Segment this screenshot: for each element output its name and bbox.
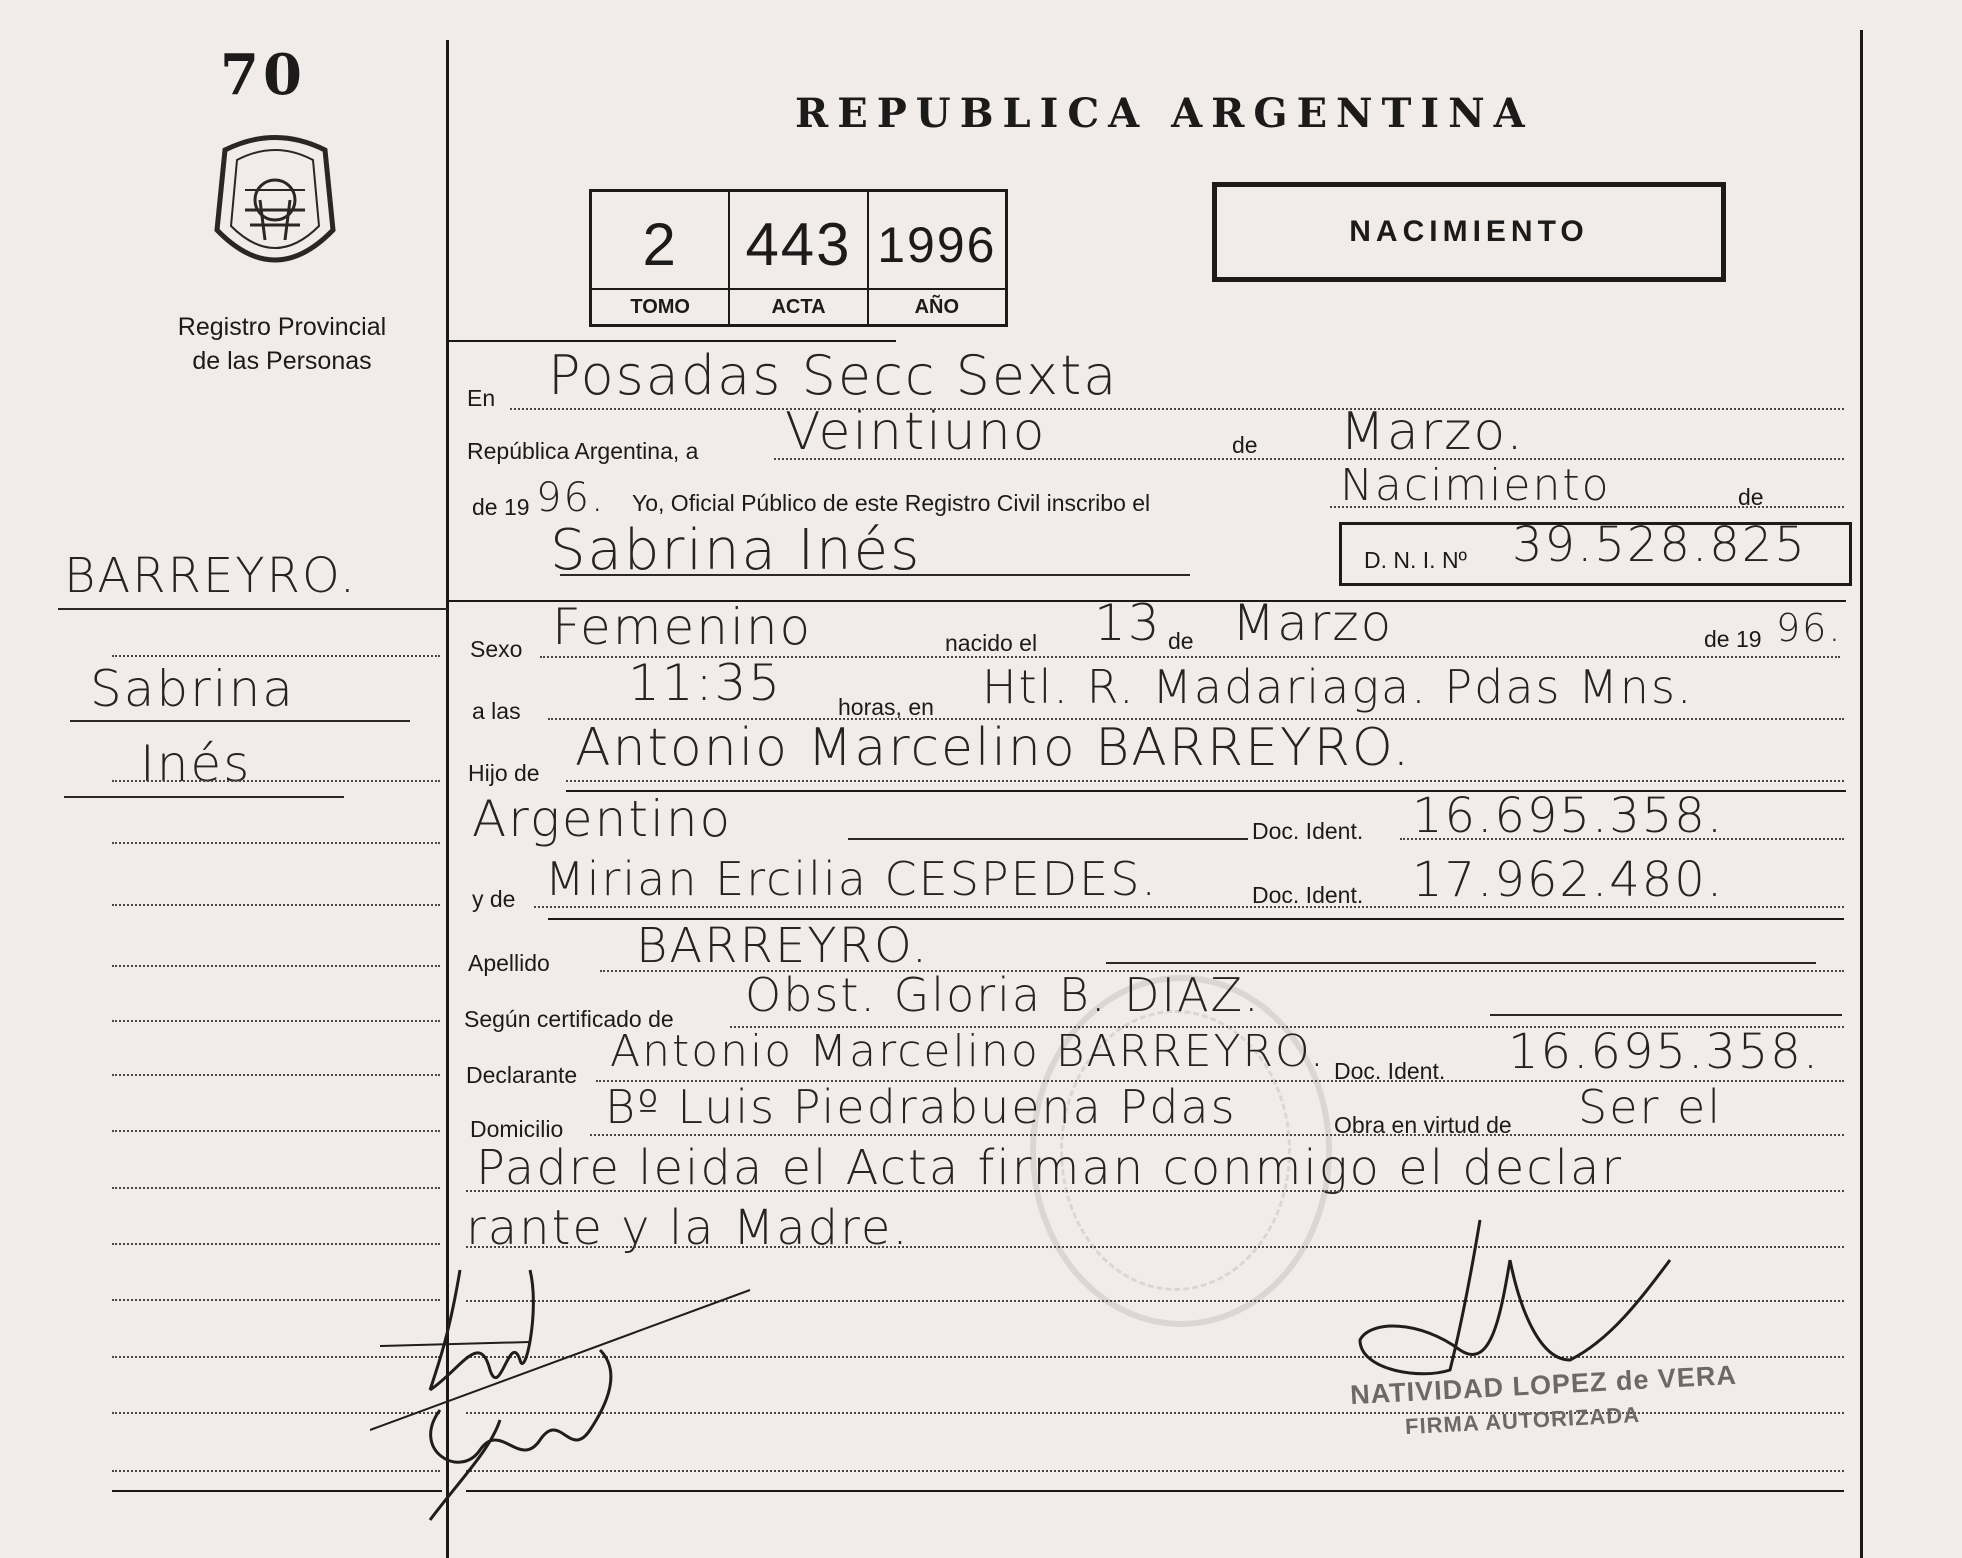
margin-given-1-rule <box>70 720 410 722</box>
entry-dni: 39.528.825 <box>1512 517 1807 573</box>
provincial-seal-icon <box>205 130 345 280</box>
record-type-box: NACIMIENTO <box>1212 182 1726 282</box>
margin-line <box>112 780 440 782</box>
name-underline <box>560 574 1190 576</box>
ano-label: AÑO <box>869 288 1005 324</box>
label-doc-ident-3: Doc. Ident. <box>1334 1058 1446 1084</box>
tomo-cell <box>592 192 730 324</box>
label-de-year: de 19 <box>472 494 530 520</box>
registry-name <box>132 310 432 378</box>
dotted-line <box>1400 838 1844 840</box>
entry-birth-place: Htl. R. Madariaga. Pdas Mns. <box>982 660 1694 714</box>
label-dni: D. N. I. Nº <box>1364 547 1467 573</box>
ano-value: 1996 <box>877 217 997 273</box>
underline <box>848 838 1248 840</box>
entry-birth-month: Marzo <box>1232 594 1394 652</box>
entry-nationality: Argentino <box>472 790 733 848</box>
entry-mother: Mirian Ercilia CESPEDES. <box>545 852 1159 906</box>
label-declarante: Declarante <box>466 1062 578 1088</box>
tomo-label: TOMO <box>592 288 728 324</box>
label-republica: República Argentina, a <box>467 438 699 464</box>
margin-surname: BARREYRO. <box>64 548 358 604</box>
margin-line <box>112 842 440 844</box>
label-y-de: y de <box>472 886 516 912</box>
underline <box>1490 1014 1842 1016</box>
entry-declarant: Antonio Marcelino BARREYRO. <box>610 1026 1326 1077</box>
margin-line <box>112 1074 440 1076</box>
entry-father: Antonio Marcelino BARREYRO. <box>575 718 1412 778</box>
registry-number-box <box>589 189 1008 327</box>
label-doc-ident-1: Doc. Ident. <box>1252 818 1364 844</box>
entry-certificate: Obst. Gloria B. DIAZ. <box>745 968 1261 1022</box>
entry-observation-2: rante y la Madre. <box>466 1200 910 1256</box>
entry-child-name: Sabrina Inés <box>550 518 922 583</box>
label-nacido: nacido el <box>945 630 1038 656</box>
label-segun: Según certificado de <box>464 1006 674 1032</box>
entry-month: Marzo. <box>1340 402 1525 462</box>
stamp-name: NATIVIDAD LOPEZ de VERA <box>1349 1359 1738 1411</box>
margin-given-2-rule <box>64 796 344 798</box>
dotted-line <box>510 408 1844 410</box>
acta-value: 443 <box>745 211 852 278</box>
label-hijo-de: Hijo de <box>468 760 540 786</box>
label-domicilio: Domicilio <box>470 1116 564 1142</box>
margin-given-1: Sabrina <box>90 660 295 718</box>
stamp-role: FIRMA AUTORIZADA <box>1404 1401 1641 1440</box>
right-border <box>1860 30 1863 1558</box>
label-de-2: de <box>1168 628 1194 654</box>
margin-line <box>112 1243 440 1245</box>
margin-given-2: Inés <box>140 735 252 793</box>
label-doc-ident-2: Doc. Ident. <box>1252 882 1364 908</box>
entry-obra: Ser el <box>1578 1080 1723 1134</box>
registry-line-2: de las Personas <box>192 347 372 375</box>
entry-birth-year: 96. <box>1776 606 1843 650</box>
entry-year-suffix: 96. <box>536 475 606 521</box>
margin-top-rule <box>446 340 896 342</box>
entry-place: Posadas Secc Sexta <box>548 344 1119 407</box>
entry-father-doc: 16.695.358. <box>1412 788 1725 844</box>
margin-line <box>112 655 440 657</box>
margin-line <box>112 1187 440 1189</box>
label-de-end: de <box>1738 484 1764 510</box>
dotted-line <box>534 906 1844 908</box>
margin-line <box>112 1130 440 1132</box>
label-sexo: Sexo <box>470 636 523 662</box>
entry-day: Veintiuno <box>785 402 1047 462</box>
entry-mother-doc: 17.962.480. <box>1412 852 1725 908</box>
label-a-las: a las <box>472 698 521 724</box>
entry-hour: 11:35 <box>628 654 783 712</box>
label-de-month: de <box>1232 432 1258 458</box>
margin-line <box>112 1020 440 1022</box>
dotted-line <box>590 1134 1844 1136</box>
label-de-19: de 19 <box>1704 626 1762 652</box>
dotted-line <box>1330 506 1844 508</box>
acta-cell <box>730 192 868 324</box>
country-title: REPUBLICA ARGENTINA <box>795 90 1534 137</box>
entry-declarant-doc: 16.695.358. <box>1508 1024 1821 1080</box>
ano-cell <box>869 192 1005 324</box>
entry-address: Bº Luis Piedrabuena Pdas <box>605 1080 1237 1134</box>
dotted-line <box>774 458 1844 460</box>
entry-surname: BARREYRO. <box>636 918 930 974</box>
dotted-line <box>466 1190 1844 1192</box>
entry-record-kind: Nacimiento <box>1340 460 1611 511</box>
label-apellido: Apellido <box>468 950 550 976</box>
label-yo-oficial: Yo, Oficial Público de este Registro Civil inscribo el <box>632 490 1151 516</box>
registry-line-1: Registro Provincial <box>177 313 387 341</box>
entry-birth-day: 13 <box>1094 594 1162 652</box>
dotted-line <box>566 780 1844 782</box>
underline <box>1106 962 1816 964</box>
label-en: En <box>467 385 496 411</box>
dni-box <box>1339 517 1852 586</box>
margin-line <box>112 965 440 967</box>
margin-line <box>112 904 440 906</box>
entry-sex: Femenino <box>552 598 813 656</box>
tomo-value: 2 <box>642 211 678 278</box>
margin-surname-rule <box>58 608 448 610</box>
entry-observation-1: Padre leida el Acta firman conmigo el declar <box>476 1140 1624 1196</box>
label-horas-en: horas, en <box>838 694 934 720</box>
folio-number: 70 <box>220 42 306 108</box>
label-obra: Obra en virtud de <box>1334 1112 1512 1138</box>
declarant-signature-icon <box>370 1250 790 1530</box>
acta-label: ACTA <box>730 288 866 324</box>
